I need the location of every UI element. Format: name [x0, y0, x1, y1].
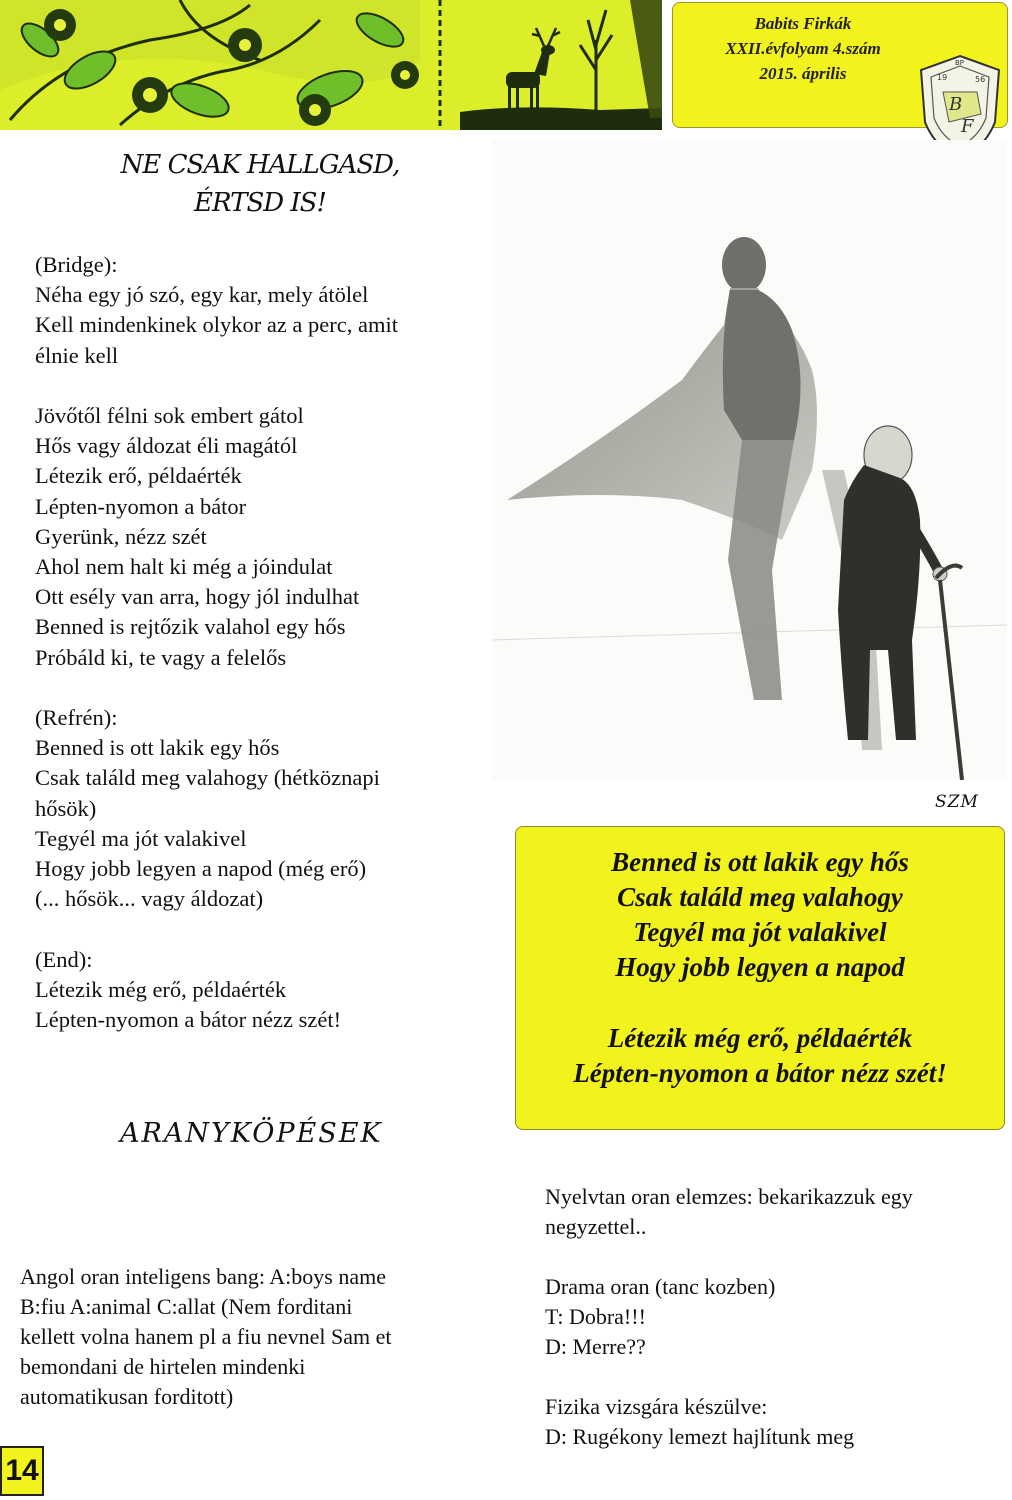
nature-illustration	[0, 0, 662, 130]
svg-text:B: B	[949, 94, 963, 115]
svg-text:BP: BP	[955, 59, 965, 67]
quote-line: Tegyél ma jót valakivel	[633, 917, 887, 947]
quote-anecdote-left: Angol oran inteligens bang: A:boys name B:fiu A:animal C:allat (Nem forditani kellett volna hanem pl a fiu nevnel Sam et bemondani de hirtelen mindenki automatikusan forditott)	[20, 1264, 392, 1409]
svg-text:F: F	[961, 116, 974, 137]
quote-line: Létezik még erő, példaérték	[607, 1023, 913, 1053]
section-title-aranykopesek: ARANYKÖPÉSEK	[120, 1118, 383, 1149]
quote-line: Benned is ott lakik egy hős	[611, 847, 909, 877]
quote-box	[515, 826, 1005, 1130]
article-title-line-2: ÉRTSD IS!	[194, 188, 326, 218]
quote-line: Hogy jobb legyen a napod	[615, 952, 905, 982]
artist-signature: SZM	[935, 792, 979, 812]
publication-name: Babits Firkák	[754, 14, 852, 33]
shadow-hero-drawing	[492, 140, 1007, 780]
header-banner	[0, 0, 662, 130]
svg-text:19: 19	[937, 73, 948, 82]
quote-line: Csak találd meg valahogy	[617, 882, 903, 912]
svg-text:56: 56	[975, 75, 986, 84]
song-lyrics: (Bridge): Néha egy jó szó, egy kar, mely átölel Kell mindenkinek olykor az a perc, amit élnie kell Jövőtől félni sok embert gátol Hős vagy áldozat éli magától Létezik erő, példaérték Lépten-nyomon a bátor Gyerünk, nézz szét Ahol nem halt ki még a jóindulat Ott esély van arra, hogy jól indulhat Benned is rejtőzik valahol egy hős Próbáld ki, te vagy a felelős (Refrén): Benned is ott lakik egy hős Csak találd meg valahogy (hétköznapi hősök) Tegyél ma jót valakivel Hogy jobb legyen a napod (még erő) (... hősök... vagy áldozat) (End): Létezik még erő, példaérték Lépten-nyomon a bátor nézz szét!	[35, 252, 398, 1033]
article-title-line-1: NE CSAK HALLGASD,	[120, 150, 400, 180]
page-number: 14	[0, 1446, 44, 1496]
issue-number: XXII.évfolyam 4.szám	[725, 39, 881, 58]
quote-line: Lépten-nyomon a bátor nézz szét!	[573, 1058, 947, 1088]
issue-date: 2015. április	[759, 64, 847, 83]
quote-anecdote-right: Nyelvtan oran elemzes: bekarikazzuk egy negyzettel.. Drama oran (tanc kozben) T: Dobra!!! D: Merre?? Fizika vizsgára készülve: D: Rugékony lemezt hajlítunk meg	[545, 1184, 913, 1449]
